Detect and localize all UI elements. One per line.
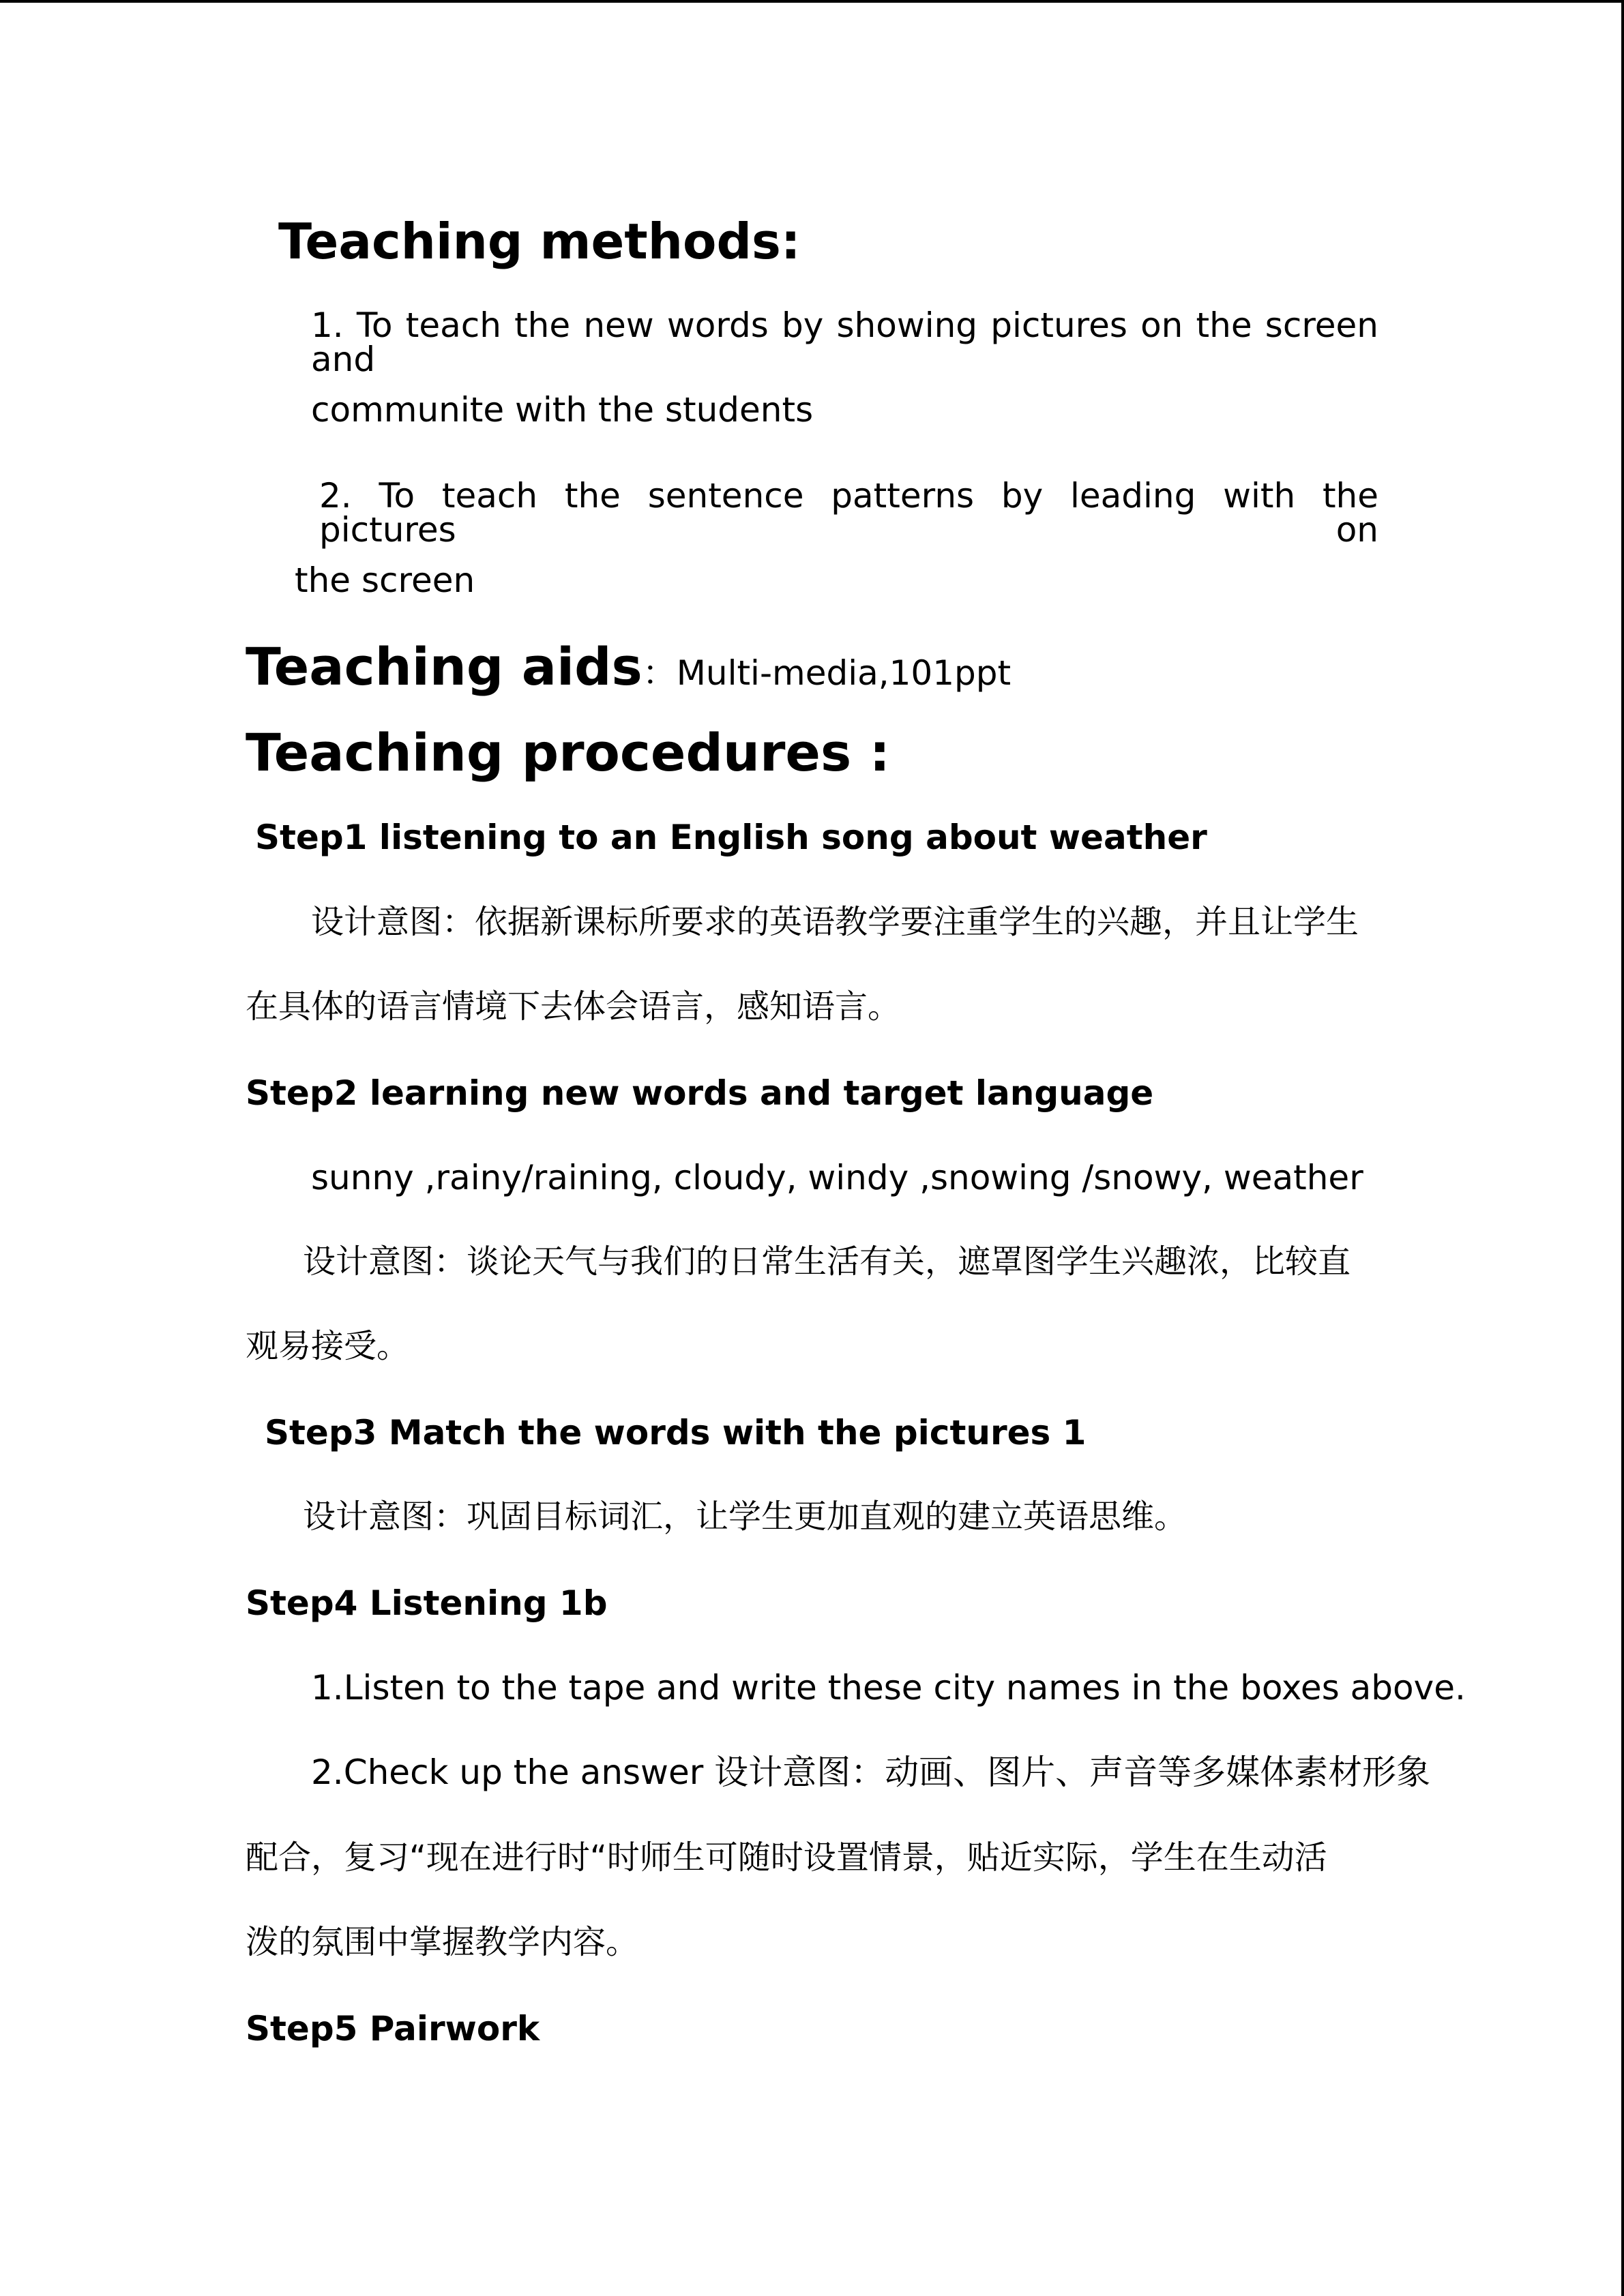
step5-title: Step5 Pairwork: [246, 2009, 540, 2048]
step4-item-2-line-1: 2.Check up the answer 设计意图：动画、图片、声音等多媒体素材形象: [311, 1753, 1431, 1792]
step2-words: sunny ,rainy/raining, cloudy, windy ,snowing /snowy, weather: [311, 1158, 1363, 1197]
aids-row: [246, 636, 1012, 697]
step3-intent: 设计意图：巩固目标词汇，让学生更加直观的建立英语思维。: [303, 1497, 1187, 1536]
methods-item-2-line-1: 2. To teach the sentence patterns by leading with the pictures on: [319, 476, 1378, 550]
aids-separator: ：: [642, 653, 677, 693]
page-border-top: [0, 0, 1624, 3]
methods-item-2-line-2: the screen: [295, 561, 475, 600]
step3-title: Step3 Match the words with the pictures 1: [265, 1413, 1087, 1452]
aids-heading: Teaching aids: [246, 636, 643, 697]
step2-intent-line-2: 观易接受。: [246, 1327, 410, 1365]
step4-item-1: 1.Listen to the tape and write these city names in the boxes above.: [311, 1668, 1466, 1708]
methods-heading: Teaching methods:: [278, 213, 801, 270]
step2-title: Step2 learning new words and target language: [246, 1073, 1154, 1113]
step4-item-2-line-3: 泼的氛围中掌握教学内容。: [246, 1923, 639, 1961]
step4-item-2-line-2: 配合，复习“现在进行时“时师生可随时设置情景，贴近实际，学生在生动活: [246, 1838, 1327, 1877]
step2-intent-line-1: 设计意图：谈论天气与我们的日常生活有关，遮罩图学生兴趣浓，比较直: [303, 1242, 1351, 1281]
step1-title: Step1 listening to an English song about weather: [255, 818, 1207, 857]
methods-item-1-line-2: communite with the students: [311, 390, 814, 430]
aids-value: Multi-media,101ppt: [676, 653, 1012, 693]
page-border-right: [1621, 0, 1624, 2296]
step4-title: Step4 Listening 1b: [246, 1583, 608, 1623]
step1-intent-line-2: 在具体的语言情境下去体会语言，感知语言。: [246, 987, 901, 1026]
methods-item-1-line-1: 1. To teach the new words by showing pictures on the screen and: [311, 305, 1378, 379]
procedures-heading: Teaching procedures :: [246, 722, 891, 783]
step1-intent-line-1: 设计意图：依据新课标所要求的英语教学要注重学生的兴趣，并且让学生: [311, 903, 1359, 941]
